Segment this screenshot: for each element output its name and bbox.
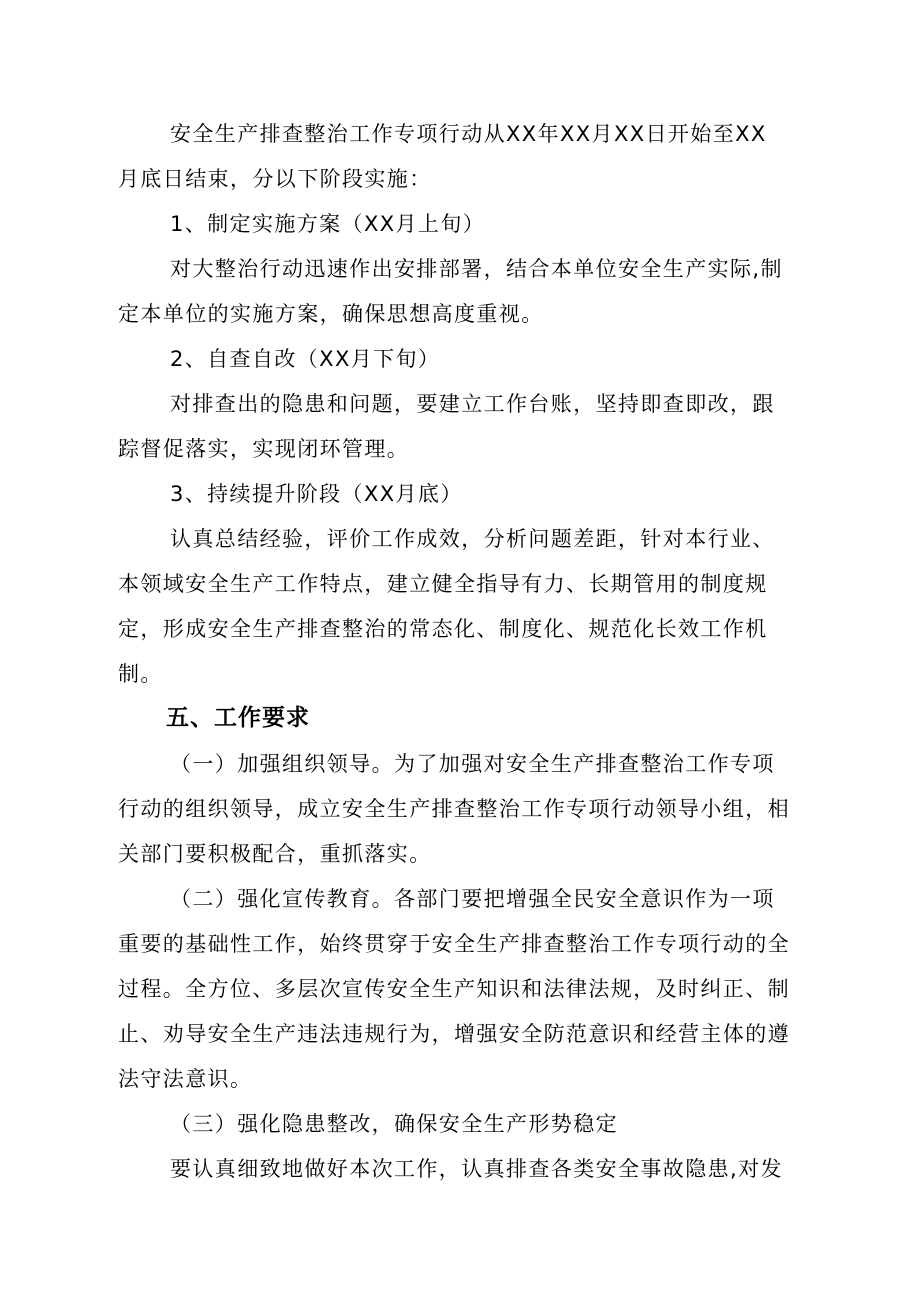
- requirement-1-line-3: 关部门要积极配合，重抓落实。: [118, 842, 432, 866]
- paragraph-intro-line-1: 安全生产排查整治工作专项行动从XX年XX月XX日开始至XX: [170, 122, 767, 146]
- phase-3-body-line-1: 认真总结经验，评价工作成效，分析问题差距，针对本行业、: [170, 527, 775, 551]
- requirement-2-line-3: 过程。全方位、多层次宣传安全生产知识和法律法规，及时纠正、制: [118, 977, 790, 1001]
- phase-3-body-line-4: 制。: [118, 662, 163, 686]
- requirement-1-line-2: 行动的组织领导，成立安全生产排查整治工作专项行动领导小组，相: [118, 797, 790, 821]
- requirement-2-line-5: 法守法意识。: [118, 1067, 253, 1091]
- phase-1-body-line-1: 对大整治行动迅速作出安排部署，结合本单位安全生产实际,制: [170, 257, 783, 281]
- requirement-3-title: （三）强化隐患整改，确保安全生产形势稳定: [170, 1112, 618, 1136]
- section-heading-work-requirements: 五、工作要求: [166, 705, 310, 731]
- requirement-2-line-1: （二）强化宣传教育。各部门要把增强全民安全意识作为一项: [170, 887, 775, 911]
- requirement-2-line-2: 重要的基础性工作，始终贯穿于安全生产排查整治工作专项行动的全: [118, 932, 790, 956]
- requirement-2-line-4: 止、劝导安全生产违法违规行为，增强安全防范意识和经营主体的遵: [118, 1022, 790, 1046]
- phase-1-body-line-2: 定本单位的实施方案，确保思想高度重视。: [118, 302, 544, 326]
- phase-3-title: 3、持续提升阶段（XX月底）: [170, 482, 463, 506]
- requirement-1-line-1: （一）加强组织领导。为了加强对安全生产排查整治工作专项: [170, 752, 775, 776]
- phase-2-title: 2、自查自改（XX月下旬）: [170, 347, 441, 371]
- requirement-3-body-line-1: 要认真细致地做好本次工作，认真排查各类安全事故隐患,对发: [170, 1157, 783, 1181]
- phase-2-body-line-1: 对排查出的隐患和问题，要建立工作台账，坚持即查即改，跟: [170, 392, 775, 416]
- phase-3-body-line-3: 定，形成安全生产排查整治的常态化、制度化、规范化长效工作机: [118, 617, 768, 641]
- phase-1-title: 1、制定实施方案（XX月上旬）: [170, 212, 486, 236]
- paragraph-intro-line-2: 月底日结束，分以下阶段实施：: [118, 167, 432, 191]
- phase-2-body-line-2: 踪督促落实，实现闭环管理。: [118, 437, 410, 461]
- phase-3-body-line-2: 本领域安全生产工作特点，建立健全指导有力、长期管用的制度规: [118, 572, 768, 596]
